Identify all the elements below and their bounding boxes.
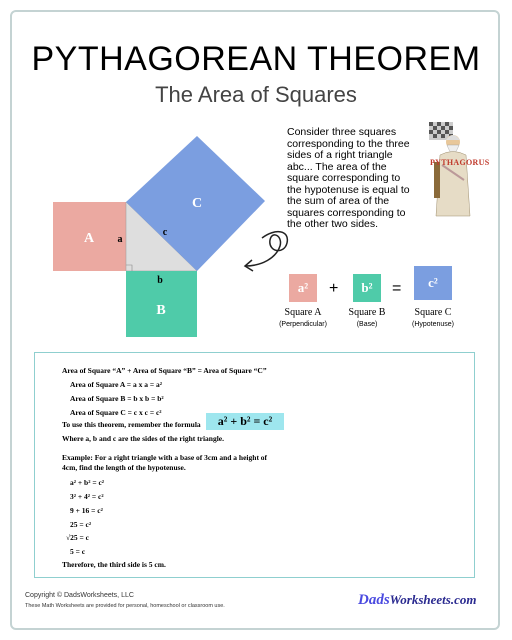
dadsworksheets-logo[interactable] <box>358 592 476 609</box>
formula-highlight: a² + b² = c² <box>206 413 284 430</box>
step-4: 25 = c² <box>70 520 92 529</box>
step-1: a² + b² = c² <box>70 478 105 487</box>
square-b-subcaption: (Base) <box>356 321 378 328</box>
step-5: √25 = c <box>66 533 89 542</box>
footer-notice: These Math Worksheets are provided for personal, homeschool or classroom use. <box>25 603 225 609</box>
where-line: Where a, b and c are the sides of the right triangle. <box>62 434 225 443</box>
label-side-b: b <box>157 275 163 286</box>
square-b-tile: b² <box>353 274 381 302</box>
step-6: 5 = c <box>70 547 86 556</box>
square-c-subcaption: (Hypotenuse) <box>411 321 455 328</box>
square-c-tile: c² <box>414 266 452 300</box>
label-square-b: B <box>156 303 166 318</box>
square-a-tile: a² <box>289 274 317 302</box>
example-line-1: Example: For a right triangle with a base of 3cm and a height of <box>62 453 268 462</box>
area-b-line: Area of Square B = b x b = b² <box>70 394 164 403</box>
footer-copyright: Copyright © DadsWorksheets, LLC <box>25 592 134 599</box>
square-a-caption: Square A <box>284 307 322 318</box>
use-theorem-line: To use this theorem, remember the formula <box>62 420 201 429</box>
example-line-2: 4cm, find the length of the hypotenuse. <box>62 463 186 472</box>
step-3: 9 + 16 = c² <box>70 506 103 515</box>
pythagorus-banner: PYTHAGORUS <box>430 158 490 167</box>
area-c-line: Area of Square C = c x c = c² <box>70 408 162 417</box>
label-square-c: C <box>191 196 203 211</box>
equals-sign: = <box>392 280 402 297</box>
description-text: Consider three squares corresponding to the three sides of a right triangle abc... The area of the square corresponding to the hypotenuse is equal to the sum of area of the squares corresponding to the other two sides. <box>287 126 410 230</box>
logo-rest: Worksheets.com <box>389 592 477 607</box>
square-c-caption: Square C <box>414 307 452 318</box>
page-title: PYTHAGOREAN THEOREM <box>31 40 481 78</box>
square-b-caption: Square B <box>348 307 386 318</box>
plus-sign: + <box>329 280 339 297</box>
square-a-subcaption: (Perpendicular) <box>279 321 327 328</box>
pythagoras-figure-icon <box>420 120 482 220</box>
explanation-heading: Area of Square “A” + Area of Square “B” = Area of Square “C” <box>62 366 267 375</box>
label-side-c: c <box>162 227 168 238</box>
label-square-a: A <box>83 231 95 246</box>
page-subtitle: The Area of Squares <box>155 82 357 107</box>
conclusion-line: Therefore, the third side is 5 cm. <box>62 560 166 569</box>
logo-dads: Dads <box>358 592 390 608</box>
step-2: 3² + 4² = c² <box>70 492 104 501</box>
label-side-a: a <box>117 234 123 245</box>
area-a-line: Area of Square A = a x a = a² <box>70 380 162 389</box>
